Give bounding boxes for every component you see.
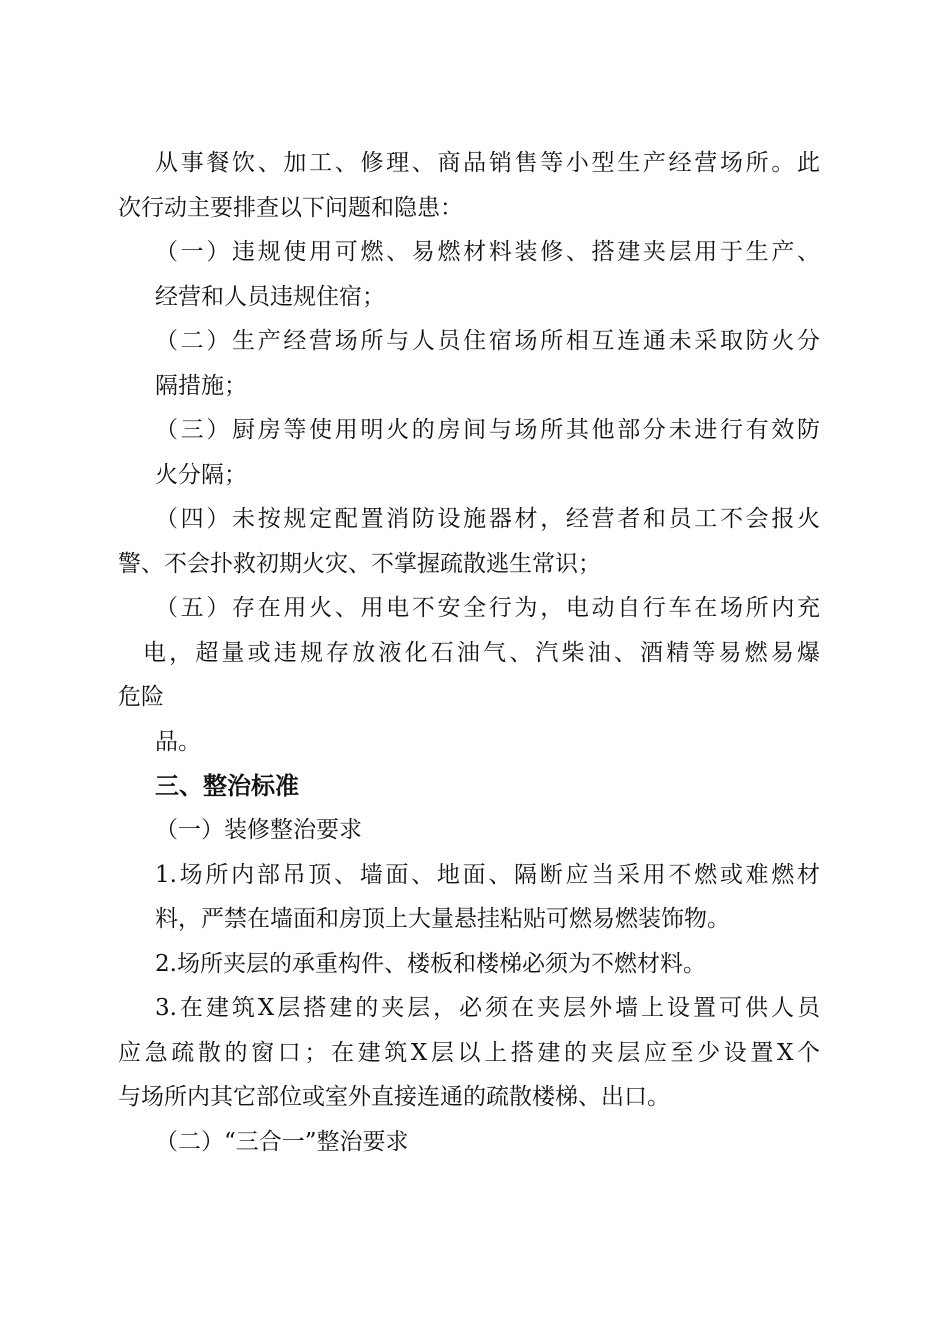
requirement-3: 3.在建筑X层搭建的夹层，必须在夹层外墙上设置可供人员	[155, 995, 820, 1021]
list-item-2-cont: 隔措施；	[155, 373, 247, 399]
list-item-5-cont: 电，超量或违规存放液化石油气、汽柴油、酒精等易燃易爆	[143, 640, 820, 666]
requirement-3-cont: 与场所内其它部位或室外直接连通的疏散楼梯、出口。	[118, 1084, 670, 1110]
list-item-2: （二）生产经营场所与人员住宿场所相互连通未采取防火分	[155, 328, 820, 354]
list-item-5: （五）存在用火、用电不安全行为，电动自行车在场所内充	[155, 595, 820, 621]
requirement-2: 2.场所夹层的承重构件、楼板和楼梯必须为不燃材料。	[155, 951, 706, 977]
requirement-1: 1.场所内部吊顶、墙面、地面、隔断应当采用不燃或难燃材	[155, 862, 820, 888]
subsection-heading: （一）装修整治要求	[155, 817, 362, 843]
requirement-3-cont: 应急疏散的窗口；在建筑X层以上搭建的夹层应至少设置X个	[118, 1040, 820, 1066]
list-item-5-cont: 品。	[155, 729, 201, 755]
list-item-4-cont: 警、不会扑救初期火灾、不掌握疏散逃生常识；	[118, 551, 601, 577]
paragraph-line: 从事餐饮、加工、修理、商品销售等小型生产经营场所。此	[155, 150, 820, 176]
list-item-1: （一）违规使用可燃、易燃材料装修、搭建夹层用于生产、	[155, 239, 820, 265]
list-item-1-cont: 经营和人员违规住宿；	[155, 284, 385, 310]
section-heading: 三、整治标准	[155, 772, 299, 800]
list-item-3-cont: 火分隔；	[155, 462, 247, 488]
list-item-4: （四）未按规定配置消防设施器材，经营者和员工不会报火	[155, 506, 820, 532]
subsection-heading: （二）“三合一”整治要求	[155, 1129, 409, 1155]
paragraph-line: 次行动主要排查以下问题和隐患：	[118, 195, 463, 221]
list-item-3: （三）厨房等使用明火的房间与场所其他部分未进行有效防	[155, 417, 820, 443]
requirement-1-cont: 料，严禁在墙面和房顶上大量悬挂粘贴可燃易燃装饰物。	[155, 906, 730, 932]
list-item-5-cont: 危险	[118, 684, 164, 710]
